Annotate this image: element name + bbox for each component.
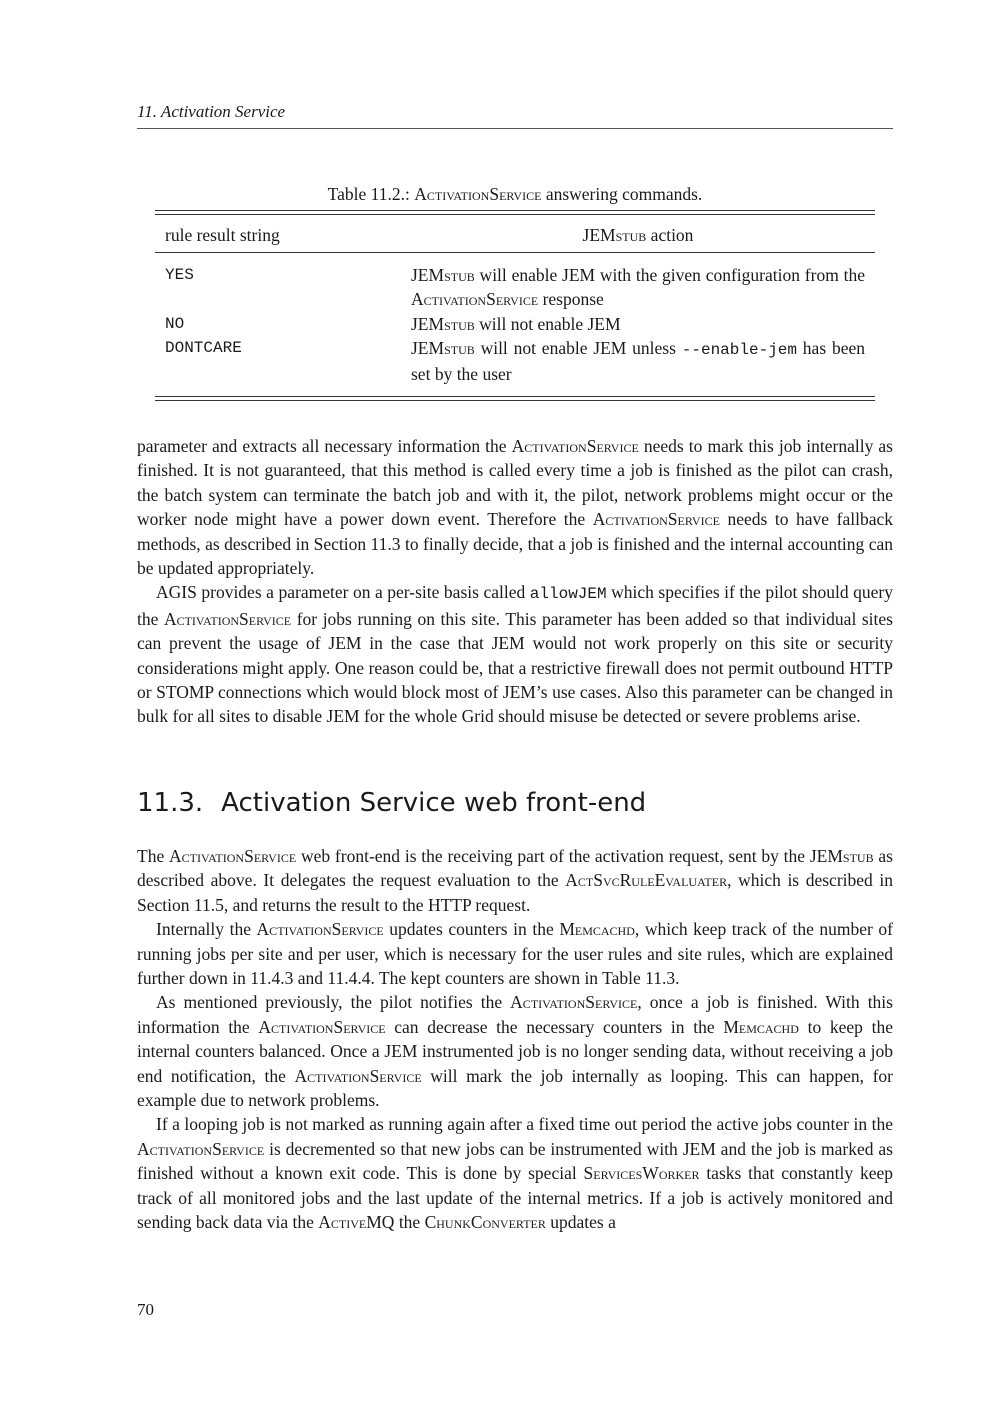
text-run: , which is described in Section 11.5, and returns the result to the HTTP request. [137, 870, 893, 915]
text-run: The [137, 846, 169, 866]
text-run: JEM [411, 337, 445, 358]
page-number: 70 [137, 1300, 154, 1319]
paragraph [137, 1112, 893, 1234]
text-run: answering commands. [541, 184, 703, 204]
small-caps-name: ActivationService [169, 846, 297, 866]
table-row [165, 336, 865, 387]
rule-result-cell: DONTCARE [165, 338, 242, 357]
text-run: to keep the internal counters balanced. Once a JEM instrumented job is no longer sending data, without receiving a job end notification, the [137, 1016, 893, 1086]
text-run: AGIS provides a parameter on a per-site basis called [156, 582, 530, 603]
text-run: will not enable JEM unless [474, 337, 682, 358]
paragraph [137, 844, 893, 917]
header-rule-result [165, 225, 411, 246]
small-caps-name: ActivationService [510, 992, 638, 1013]
small-caps-name: Memcachd [559, 919, 635, 940]
text-run: for jobs running on this site. This parameter has been added so that individual sites can prevent the usage of JEM in the case that JEM would not work properly on this site or security considerations might apply. One reason could be, that a restrictive firewall does not permit outbound HTTP or STOMP connections which would block most of JEM’s use cases. Also this parameter can be changed in bulk for all sites to disable JEM for the whole Grid should misuse be detected or severe problems arise. [137, 608, 893, 727]
section-title: Activation Service web front-end [221, 788, 647, 818]
section-heading [137, 788, 646, 818]
text-run: updates a [545, 1212, 616, 1233]
action-cell [411, 336, 865, 387]
commands-table [155, 210, 875, 401]
table-body [155, 253, 875, 396]
small-caps-name: stub [444, 337, 475, 358]
small-caps-name: stub [842, 846, 874, 866]
text-run: will mark the job internally as looping. This can happen, for example due to network problems. [137, 1065, 893, 1111]
rule-result-cell: NO [165, 314, 185, 333]
text-run: which specifies if the pilot should query the [137, 582, 893, 629]
text-run: As mentioned previously, the pilot notifies the [156, 992, 511, 1013]
text-run: parameter and extracts all necessary information the [137, 436, 512, 456]
text-run: can decrease the necessary counters in the [385, 1016, 724, 1037]
text-run: Internally the [156, 919, 257, 940]
small-caps-name: ActivationService [256, 919, 384, 940]
rule-result-cell: YES [165, 266, 194, 284]
small-caps-name: stub [444, 265, 475, 285]
small-caps-name: ActivationService [511, 436, 639, 456]
text-run: JEM [582, 225, 616, 245]
text-run: will enable JEM with the given configuration from the [474, 265, 865, 285]
text-run: web front-end is the receiving part of the activation request, sent by the JEM [296, 846, 843, 866]
text-run: Table 11.2.: [327, 184, 415, 204]
text-run: updates counters in the [383, 919, 560, 940]
small-caps-name: ActivationService [137, 1138, 265, 1159]
body-text-after [137, 844, 893, 1235]
running-head: 11. Activation Service [137, 102, 893, 129]
body-text-before [137, 434, 893, 729]
small-caps-name: stub [444, 313, 475, 334]
small-caps-name: ActiveMQ [318, 1212, 395, 1233]
text-run: JEM [411, 265, 445, 285]
small-caps-name: ActivationService [163, 608, 292, 629]
section-number: 11.3. [137, 788, 204, 818]
header-jemstub-action [411, 225, 865, 246]
small-caps-name: stub [615, 225, 647, 245]
table-row [165, 263, 865, 312]
text-run: If a looping job is not marked as running again after a fixed time out period the active jobs counter in the [156, 1114, 893, 1135]
small-caps-name: ActivationService [414, 184, 542, 204]
text-run: tasks that constantly keep track of all monitored jobs and the last update of the internal metrics. If a job is actively monitored and sending back data via the [137, 1163, 893, 1233]
action-cell [411, 312, 865, 336]
table-row [165, 312, 865, 336]
paragraph [137, 917, 893, 990]
small-caps-name: ActivationService [258, 1016, 386, 1037]
text-run: rule result string [165, 225, 280, 245]
small-caps-name: ActivationService [411, 289, 539, 310]
text-run: , once a job is finished. With this information the [137, 992, 893, 1037]
paragraph [137, 434, 893, 580]
table-bottom-rule [155, 396, 875, 401]
small-caps-name: ChunkConverter [424, 1212, 546, 1233]
text-run: needs to mark this job internally as finished. It is not guaranteed, that this method is called every time a job is finished as the pilot can crash, the batch system can terminate the batch job and with it, the pilot, network problems might occur or the worker node might have a power down event. Therefore the [137, 436, 893, 530]
text-run: , which keep track of the number of running jobs per site and per user, which is necessary for the user rules and site rules, which are explained further down in 11.4.3 and 11.4.4. The kept counters are shown in Table 11.3. [137, 919, 894, 989]
text-run: action [646, 225, 694, 245]
table-caption [137, 184, 893, 205]
small-caps-name: ActivationService [294, 1065, 422, 1086]
text-run: has been set by the user [411, 337, 865, 385]
small-caps-name: ActivationService [592, 509, 720, 530]
small-caps-name: ServicesWorker [583, 1163, 700, 1184]
paragraph [137, 990, 893, 1112]
code-text: --enable-jem [681, 340, 797, 359]
text-run: will not enable JEM [474, 313, 621, 334]
code-text: allowJEM [529, 585, 607, 604]
text-run: is decremented so that new jobs can be instrumented with JEM and the job is marked as finished without a known exit code. This is done by special [137, 1138, 893, 1184]
action-cell [411, 263, 865, 312]
text-run: the [394, 1212, 425, 1233]
text-run: JEM [411, 313, 445, 334]
table-header [155, 215, 875, 253]
paragraph [137, 580, 893, 728]
small-caps-name: ActSvcRuleEvaluater [565, 870, 728, 891]
text-run: needs to have fallback methods, as described in Section 11.3 to finally decide, that a job is finished and the internal accounting can be updated appropriately. [137, 509, 893, 579]
small-caps-name: Memcachd [723, 1016, 799, 1037]
text-run: as described above. It delegates the request evaluation to the [137, 846, 893, 891]
text-run: response [538, 289, 604, 310]
